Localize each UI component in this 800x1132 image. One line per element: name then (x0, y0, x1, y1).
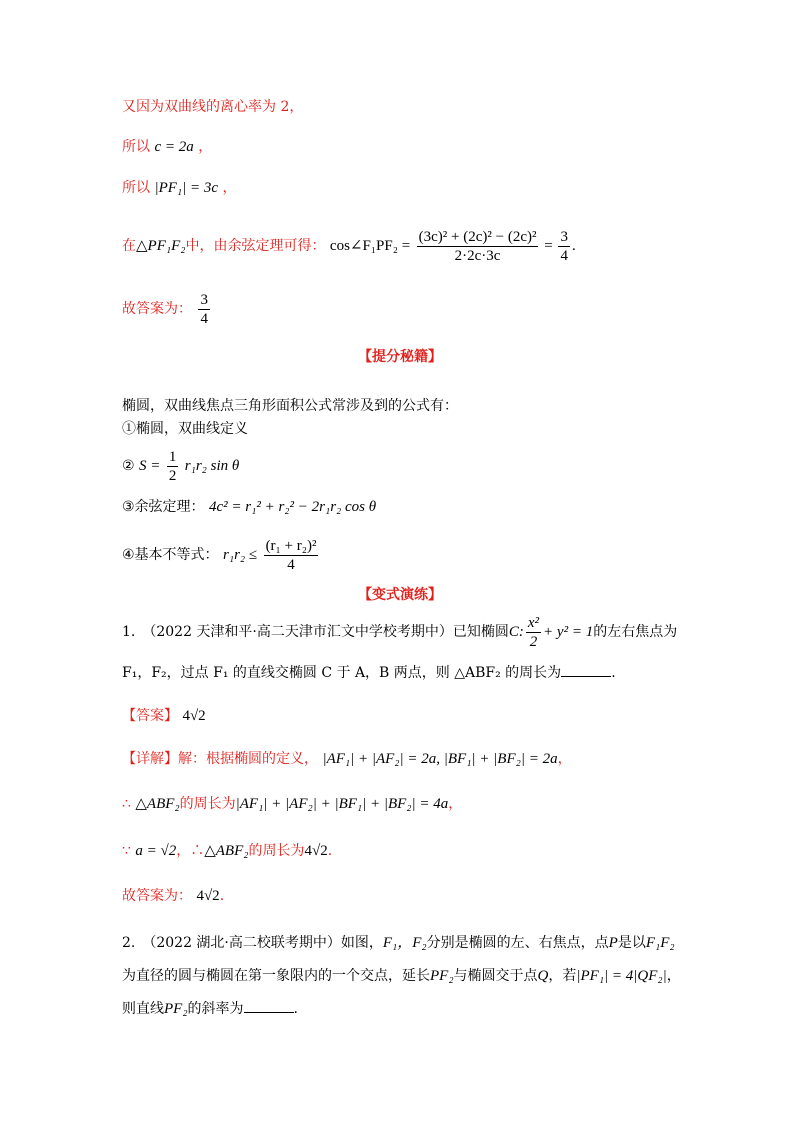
answer-blank-q2 (244, 1000, 294, 1013)
solution-line-cosine: 在△PF₁F₂中，由余弦定理可得： cos∠F₁PF₂ = $\frac{\text{(3c)² + (2c)² − (2c)²}}{2\cdot 2c\cdot 3c}$ = $\frac{3}{4}$ . (122, 228, 576, 264)
question-2-line-2: 为直径的圆与椭圆在第一象限内的一个交点，延长PF₂与椭圆交于点Q，若|PF₁| = 4|QF₂|， (122, 968, 681, 984)
question-2-line-1: 2. （2022 湖北·高二校联考期中）如图，F₁，F₂分别是椭圆的左、右焦点，点P是以F₁F₂ (122, 935, 675, 951)
question-2-line-3: 则直线PF₂的斜率为 . (122, 1001, 298, 1017)
math-cos-angle: cos∠F₁PF₂ = (329, 238, 411, 254)
practice-heading: 【变式演练】 (358, 587, 442, 603)
math-answer-fraction: $\frac{3}{4}$ (200, 291, 208, 327)
math-inequality-fraction: $\frac{\text{(r₁ + r₂)²}}{4}$ (265, 537, 317, 573)
detail-label: 【详解】 (122, 751, 178, 767)
tips-item-2: ② S = $\frac{1}{2}$ r₁r₂ sin θ (122, 448, 240, 484)
math-pf1-3c: |PF₁| = 3c (154, 180, 219, 196)
solution-line-eccentricity: 又因为双曲线的离心率为 2， (122, 99, 304, 115)
tips-heading: 【提分秘籍】 (358, 349, 442, 365)
tips-item-1: ①椭圆，双曲线定义 (122, 421, 248, 437)
tips-intro: 椭圆，双曲线焦点三角形面积公式常涉及到的公式有： (122, 398, 458, 414)
because-line: ∵ a = √2，∴△ABF₂的周长为4√2. (122, 843, 333, 859)
solution-answer-line: 故答案为： $\frac{3}{4}$ (122, 291, 208, 327)
final-answer-line: 故答案为： 4√2. (122, 888, 225, 904)
math-fraction-three-quarters: $\frac{3}{4}$ (560, 228, 568, 264)
question-1-line-1: 1. （2022 天津和平·高二天津市汇文中学校考期中）已知椭圆C: $\frac{\text{x²}}{2}$ + y² = 1的左右焦点为 (122, 614, 678, 650)
math-triangle-pf1f2: △PF₁F₂ (136, 238, 186, 254)
tips-item-4: ④基本不等式： r₁r₂ ≤ $\frac{\text{(r₁ + r₂)²}}{4}$ (122, 537, 317, 573)
math-half-fraction: $\frac{1}{2}$ (168, 448, 177, 484)
answer-blank (561, 664, 611, 677)
therefore-line: ∴ △ABF₂的周长为|AF₁| + |AF₂| + |BF₁| + |BF₂| = 4a， (122, 796, 463, 812)
detail-line: 【详解】解：根据椭圆的定义， |AF₁| + |AF₂| = 2a, |BF₁| + |BF₂| = 2a， (122, 751, 572, 767)
math-fraction-cosine: $\frac{\text{(3c)² + (2c)² − (2c)²}}{2\cdot 2c\cdot 3c}$ (418, 228, 537, 264)
question-1-line-2: F₁，F₂，过点 F₁ 的直线交椭圆 C 于 A，B 两点，则 △ABF₂ 的周长为 . (122, 665, 616, 681)
tips-item-3: ③余弦定理： 4c² = r₁² + r₂² − 2r₁r₂ cos θ (122, 499, 377, 515)
math-c-equals-2a: c = 2a (154, 139, 194, 155)
answer-line (122, 706, 206, 726)
answer-label: 【答案】 (122, 708, 178, 724)
math-law-of-cosines: 4c² = r₁² + r₂² − 2r₁r₂ cos θ (209, 499, 377, 515)
answer-value: 4√2 (182, 708, 206, 724)
solution-line-pf1: 所以 |PF₁| = 3c ， (122, 180, 237, 196)
solution-line-c-2a: 所以 c = 2a ， (122, 139, 213, 155)
math-ellipse-fraction: $\frac{\text{x²}}{2}$ (527, 614, 540, 650)
